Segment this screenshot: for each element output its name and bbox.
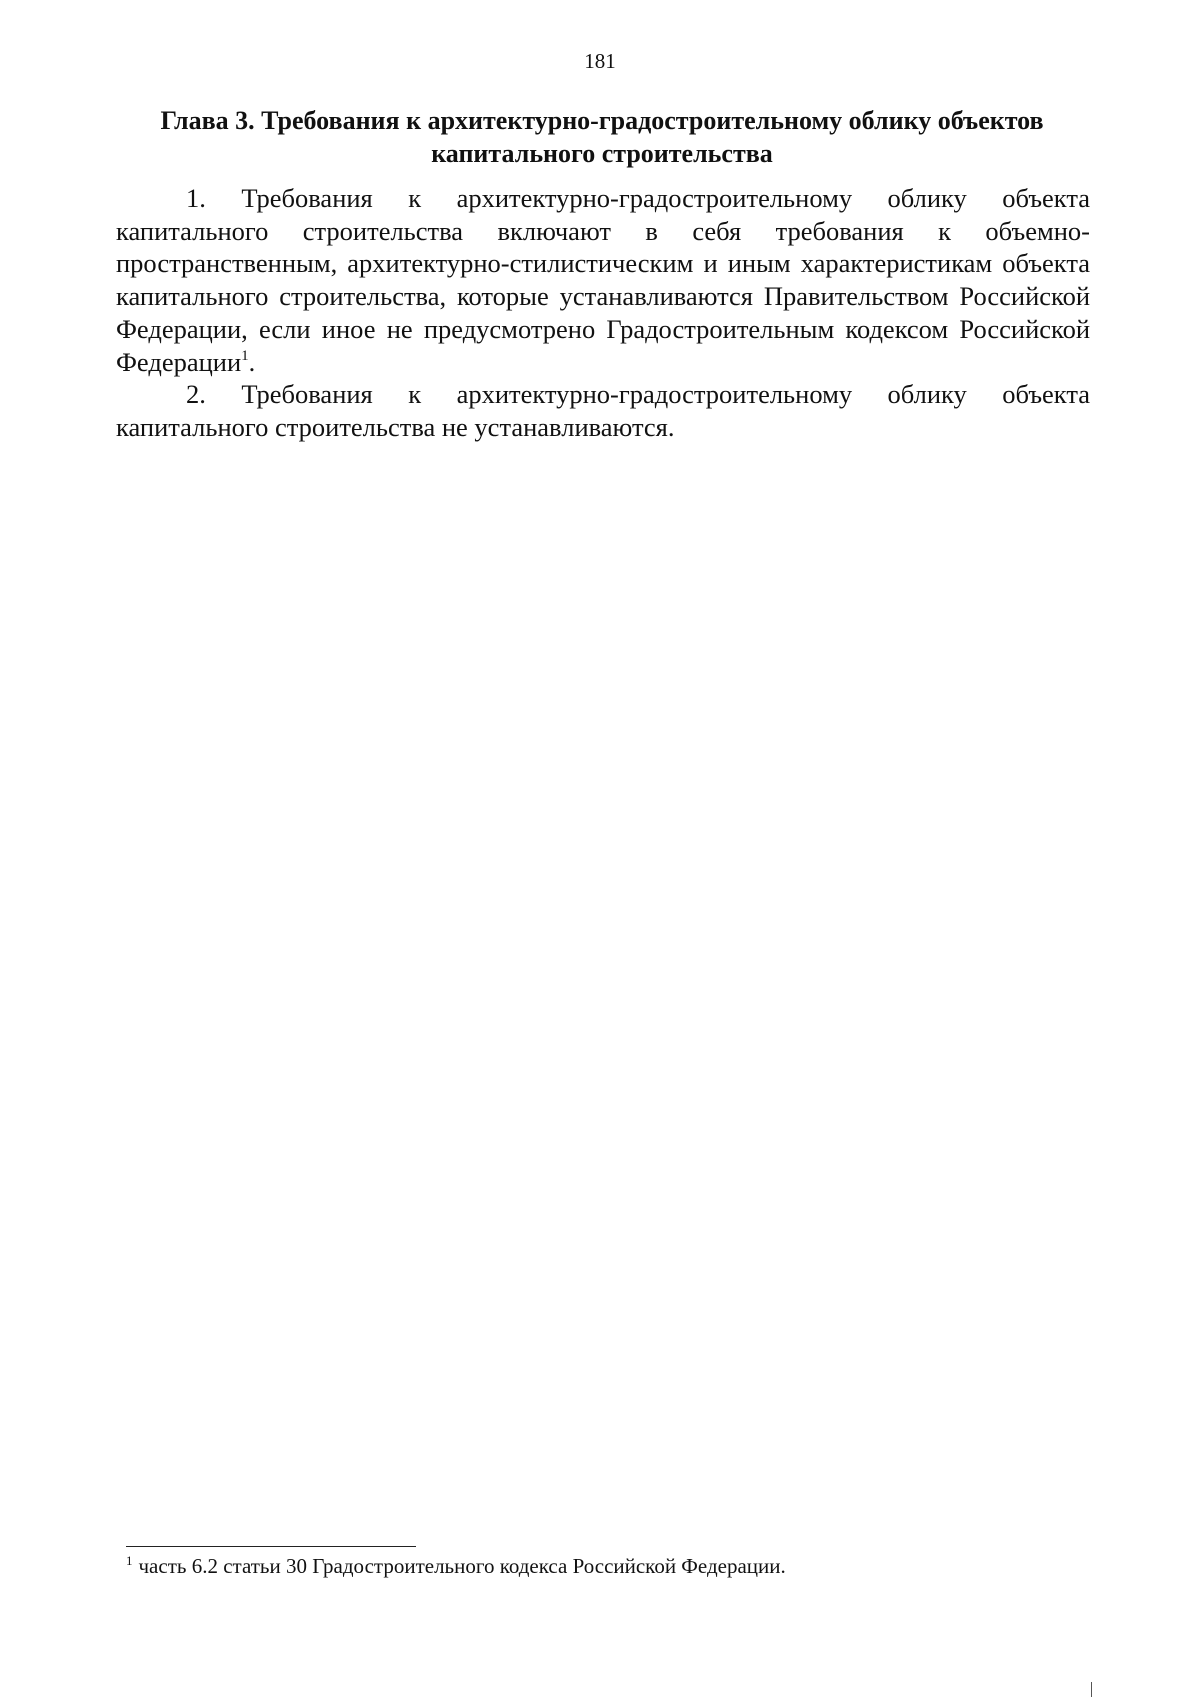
chapter-title: Глава 3. Требования к архитектурно-градостроительному облику объектов капитального строительства (160, 106, 1044, 168)
document-body (116, 182, 1090, 444)
page-number: 181 (584, 49, 616, 73)
paragraph-1 (116, 182, 1090, 378)
paragraph-1-text: 1. Требования к архитектурно-градостроительному облику объекта капитального строительства включают в себя требования к объемно-пространственным, архитектурно-стилистическим и иным характеристикам объекта капитального строительства, которые устанавливаются Правительством Российской Федерации, если иное не предусмотрено Градостроительным кодексом Российской Федерации (116, 183, 1090, 377)
footnote-reference[interactable]: 1 (241, 347, 249, 364)
paragraph-1-end: . (248, 346, 256, 377)
scan-edge-mark (1091, 1682, 1092, 1697)
paragraph-2-text: 2. Требования к архитектурно-градостроительному облику объекта капитального строительства не устанавливаются. (116, 379, 1090, 442)
footnote-separator (126, 1546, 416, 1547)
footnote (126, 1553, 1086, 1579)
paragraph-2 (116, 378, 1090, 443)
footnote-marker: 1 (126, 1553, 133, 1568)
footnote-text: часть 6.2 статьи 30 Градостроительного кодекса Российской Федерации. (138, 1554, 786, 1578)
